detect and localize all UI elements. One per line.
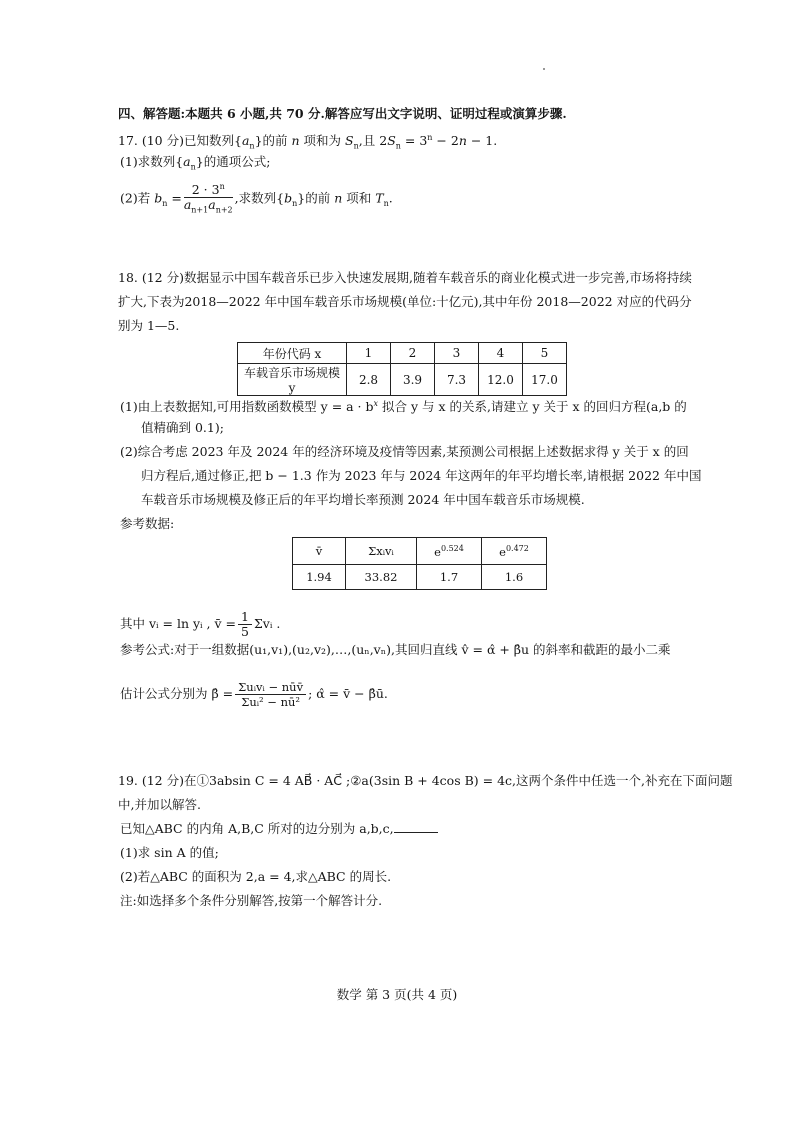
- q19-line2: 中,并加以解答.: [118, 797, 201, 812]
- table-row-ref-values: [293, 565, 547, 590]
- row-label-year-code: 年份代码 x: [238, 343, 347, 364]
- ref-header-vbar: v̄: [293, 538, 346, 565]
- cell-value: 2.8: [347, 364, 391, 396]
- q18-line3: 别为 1—5.: [118, 318, 180, 333]
- q18-part2-line1: (2)综合考虑 2023 年及 2024 年的经济环境及疫情等因素,某预测公司根据上述数据求得 y 关于 x 的回: [120, 444, 689, 459]
- q18-part2-line3: 车载音乐市场规模及修正后的年平均增长率预测 2024 年中国车载音乐市场规模.: [141, 492, 585, 507]
- ref-header-exp2: $e^{0.472}$: [482, 538, 547, 565]
- q17-part2: (2)若 $b_n$ = $\frac{2 \cdot 3^n}{a_{n+1}a_{n+2}}$ ,求数列$\{b_n\}$的前 n 项和 $T_n$.: [120, 182, 393, 215]
- table-row-market-size: [238, 364, 567, 396]
- q18-line1: 18. (12 分)数据显示中国车载音乐已步入快速发展期,随着车载音乐的商业化模式进一步完善,市场将持续: [118, 270, 692, 285]
- table-row-ref-header: [293, 538, 547, 565]
- reference-formula-line1: 参考公式:对于一组数据(u₁,v₁),(u₂,v₂),…,(uₙ,vₙ),其回归直线 v̂ = α̂ + β̂u 的斜率和截距的最小二乘: [120, 642, 671, 657]
- cell-code: 2: [391, 343, 435, 364]
- ref-value: 1.6: [482, 565, 547, 590]
- ref-value: 1.7: [417, 565, 482, 590]
- ref-value: 1.94: [293, 565, 346, 590]
- q18-part2-line2: 归方程后,通过修正,把 b − 1.3 作为 2023 年与 2024 年这两年的年平均增长率,请根据 2022 年中国: [141, 468, 702, 483]
- q19-note: 注:如选择多个条件分别解答,按第一个解答计分.: [120, 893, 383, 908]
- q17-stem: 17. (10 分)已知数列$\{a_n\}$的前 n 项和为 $S_n$,且 $2S_n = 3^n - 2n - 1$.: [118, 133, 498, 151]
- reference-data-label: 参考数据:: [120, 516, 175, 531]
- row-label-market-size: 车载音乐市场规模 y: [238, 364, 347, 396]
- ref-value: 33.82: [346, 565, 417, 590]
- ref-header-exp1: $e^{0.524}$: [417, 538, 482, 565]
- table-row-year-code: [238, 343, 567, 364]
- page-footer: 数学 第 3 页(共 4 页): [336, 987, 458, 1002]
- cell-code: 3: [435, 343, 479, 364]
- cell-code: 5: [523, 343, 567, 364]
- where-definitions: 其中 vᵢ = ln yᵢ , v̄ = $\frac{1}{5}$ Σvᵢ .: [120, 609, 281, 639]
- ref-header-sum: Σxᵢvᵢ: [346, 538, 417, 565]
- reference-data-table: [292, 537, 547, 590]
- q19-line3: 已知△ABC 的内角 A,B,C 所对的边分别为 a,b,c,: [120, 821, 438, 837]
- q18-part1-line1: (1)由上表数据知,可用指数函数模型 $y = a \cdot b^x$ 拟合 y 与 x 的关系,请建立 y 关于 x 的回归方程(a,b 的: [120, 399, 687, 415]
- q18-line2: 扩大,下表为2018—2022 年中国车载音乐市场规模(单位:十亿元),其中年份 2018—2022 对应的代码分: [118, 294, 692, 309]
- scan-speck: [543, 68, 545, 70]
- q18-part1-line2: 值精确到 0.1);: [141, 420, 224, 435]
- cell-value: 12.0: [479, 364, 523, 396]
- cell-code: 4: [479, 343, 523, 364]
- market-size-table: [237, 342, 567, 396]
- cell-value: 17.0: [523, 364, 567, 396]
- cell-value: 3.9: [391, 364, 435, 396]
- q19-line1: 19. (12 分)在①3absin C = 4 AB⃗ · AC⃗ ;②a(3sin B + 4cos B) = 4c,这两个条件中任选一个,补充在下面问题: [118, 773, 733, 788]
- q19-part2: (2)若△ABC 的面积为 2,a = 4,求△ABC 的周长.: [120, 869, 392, 884]
- reference-formula-line2: 估计公式分别为 β̂ = $\frac{\text{Σuᵢvᵢ − nūv̄}}{\text{Σuᵢ² − nū²}}$ ; α̂ = v̄ − β̂ū.: [120, 680, 388, 709]
- cell-value: 7.3: [435, 364, 479, 396]
- q19-part1: (1)求 sin A 的值;: [120, 845, 219, 860]
- section-heading: 四、解答题:本题共 6 小题,共 70 分.解答应写出文字说明、证明过程或演算步骤.: [118, 106, 567, 121]
- q17-part1: (1)求数列$\{a_n\}$的通项公式;: [120, 154, 271, 172]
- answer-blank: [394, 822, 438, 833]
- cell-code: 1: [347, 343, 391, 364]
